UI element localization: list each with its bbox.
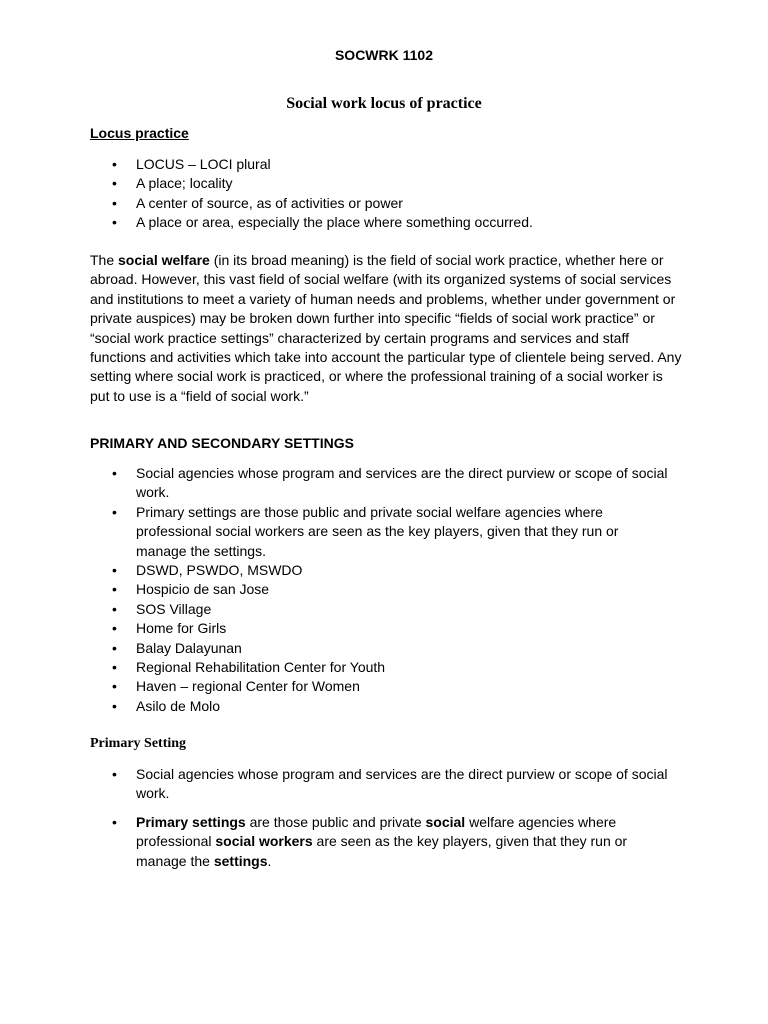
list-item: • DSWD, PSWDO, MSWDO (112, 561, 672, 580)
bullet-icon: • (112, 600, 117, 617)
list-item: • A place; locality (112, 174, 672, 193)
locus-list (112, 155, 672, 233)
bullet-icon: • (112, 175, 117, 192)
list-item: • A center of source, as of activities or power (112, 194, 672, 213)
list-item: • Primary settings are those public and private social welfare agencies where professional social workers are seen as the key players, given that they run or manage the settings. (112, 814, 628, 869)
list-item: • Primary settings are those public and private social welfare agencies where professional social workers are seen as the key players, given that they run or manage the settings. (112, 503, 619, 559)
primary-setting-list (112, 765, 672, 804)
bullet-icon: • (112, 562, 117, 579)
bullet-icon: • (112, 620, 117, 637)
bullet-icon: • (112, 156, 117, 172)
social-welfare-term: social welfare (118, 252, 210, 268)
list-item: • Balay Dalayunan (112, 639, 672, 658)
bullet-icon: • (112, 639, 117, 656)
primary-setting-list-2 (112, 813, 672, 871)
list-item: • LOCUS – LOCI plural (112, 155, 672, 174)
course-code: SOCWRK 1102 (334, 47, 434, 63)
primary-setting-heading: Primary Setting (90, 736, 187, 751)
bullet-icon: • (112, 678, 117, 695)
bullet-icon: • (112, 697, 117, 714)
list-item: • Hospicio de san Jose (112, 580, 672, 599)
bullet-icon: • (112, 814, 117, 830)
list-item: • SOS Village (112, 600, 672, 619)
list-item: • Social agencies whose program and services are the direct purview or scope of social work. (112, 465, 668, 501)
bullet-icon: • (112, 766, 117, 782)
social-welfare-paragraph: The social welfare (in its broad meaning) is the field of social work practice, whether here or abroad. However, this vast field of social welfare (with its organized systems of social services and institutions to meet a variety of human needs and problems, whether under government or private auspices) may be broken down further into specific “fields of social work practice” or “social work practice settings” characterized by certain programs and services and staff functions and activities which take into account the particular type of clientele being served. Any setting where social work is practiced, or where the professional training of a social worker is put to use is a “field of social work.” (90, 252, 682, 404)
locus-practice-heading: Locus practice (90, 125, 189, 141)
document-title: Social work locus of practice (286, 95, 482, 112)
list-item: • Social agencies whose program and services are the direct purview or scope of social work. (112, 766, 668, 802)
settings-list (112, 464, 672, 716)
list-item: • Asilo de Molo (112, 697, 672, 716)
list-item: • Regional Rehabilitation Center for Youth (112, 658, 672, 677)
bullet-icon: • (112, 659, 117, 676)
list-item: • Home for Girls (112, 619, 672, 638)
bullet-icon: • (112, 465, 117, 481)
bullet-icon: • (112, 194, 117, 211)
list-item: • A place or area, especially the place where something occurred. (112, 213, 672, 232)
list-item: • Haven – regional Center for Women (112, 677, 672, 696)
bullet-icon: • (112, 214, 117, 231)
primary-secondary-settings-heading: PRIMARY AND SECONDARY SETTINGS (90, 435, 354, 451)
bullet-icon: • (112, 503, 117, 520)
bullet-icon: • (112, 581, 117, 598)
